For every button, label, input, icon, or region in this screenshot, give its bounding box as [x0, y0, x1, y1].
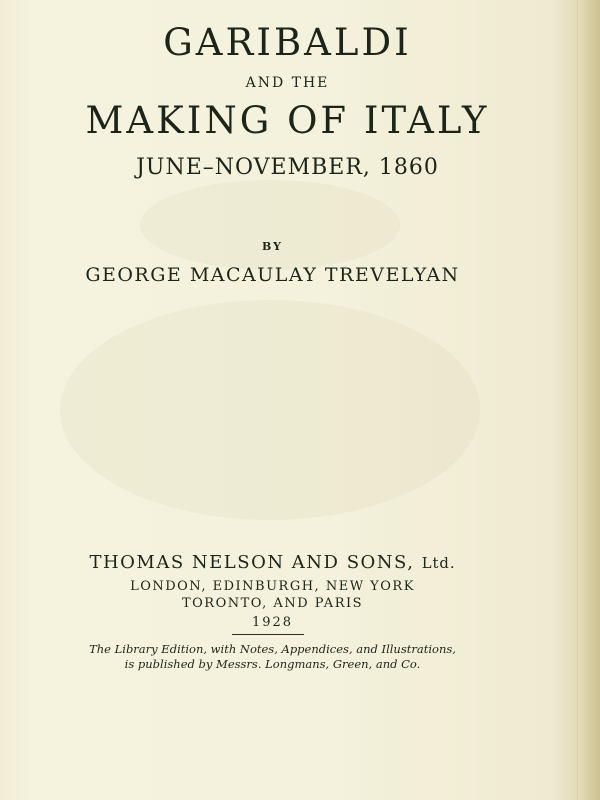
- book-subtitle: JUNE–NOVEMBER, 1860: [136, 155, 439, 180]
- paper-stain: [140, 180, 400, 270]
- edition-note-line-2: is published by Messrs. Longmans, Green, and Co.: [124, 657, 421, 671]
- publisher-name-text: THOMAS NELSON AND SONS,: [89, 552, 415, 573]
- publisher-cities-line-1: LONDON, EDINBURGH, NEW YORK: [130, 579, 415, 594]
- book-title-line-2: MAKING OF ITALY: [85, 99, 490, 142]
- publisher-name: [0, 551, 545, 576]
- page-edge: [577, 0, 600, 800]
- publisher-cities-line-2: TORONTO, AND PARIS: [181, 596, 364, 611]
- book-title-connector: AND THE: [245, 75, 330, 91]
- byline-by: BY: [262, 240, 283, 253]
- book-title-line-1: GARIBALDI: [163, 21, 412, 64]
- author-name: GEORGE MACAULAY TREVELYAN: [85, 264, 460, 286]
- publication-year: 1928: [251, 615, 294, 630]
- paper-stain: [60, 300, 480, 520]
- publisher-suffix: Ltd.: [421, 555, 456, 572]
- divider-rule: [232, 634, 304, 635]
- edition-note-line-1: The Library Edition, with Notes, Appendices, and Illustrations,: [89, 642, 456, 656]
